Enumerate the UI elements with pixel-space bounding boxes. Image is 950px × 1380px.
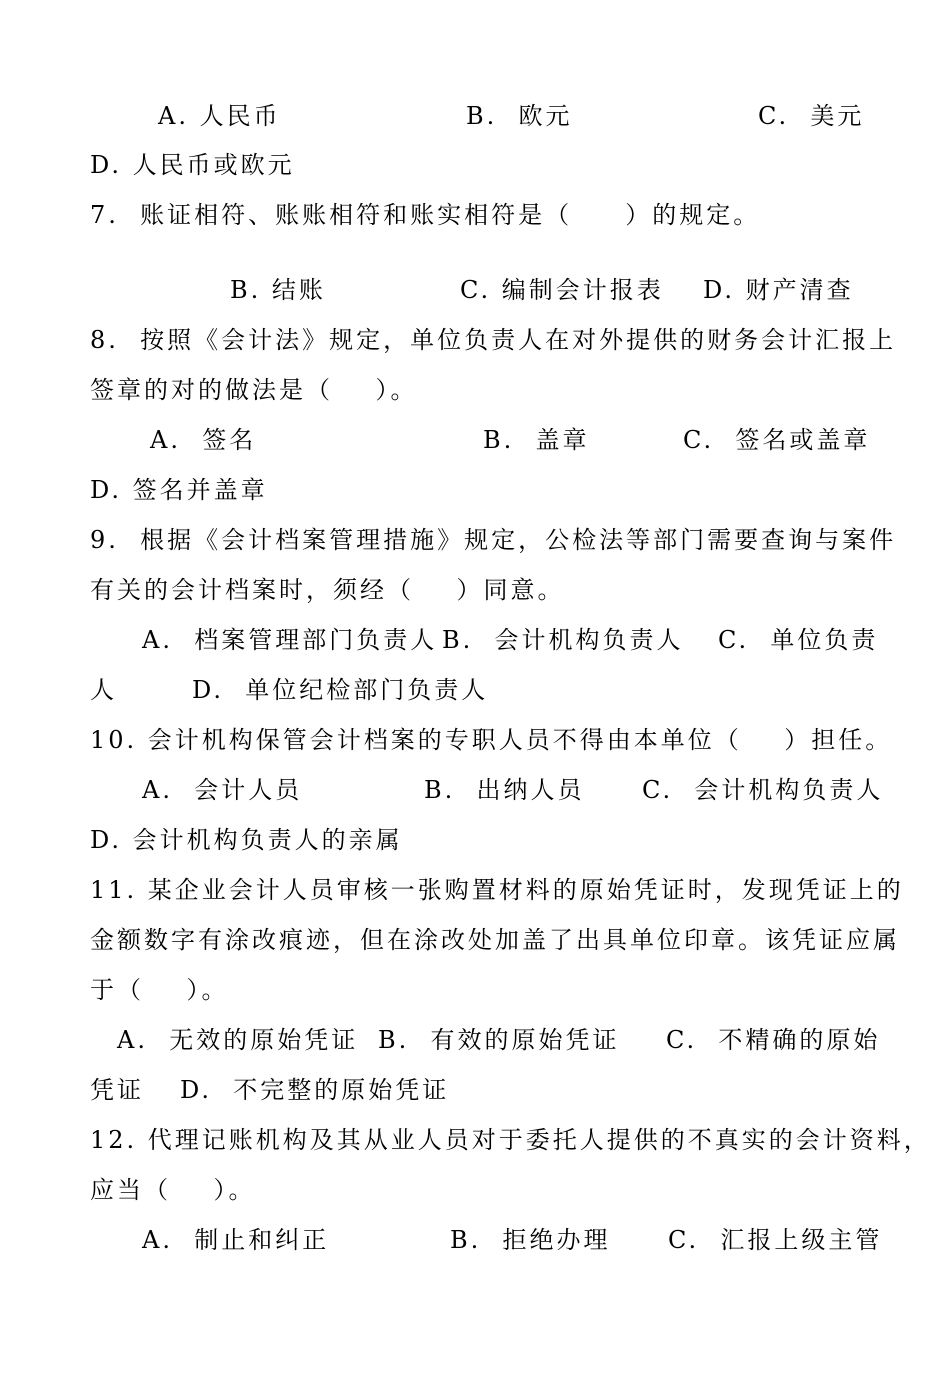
- q11-stem-line-2: [0, 920, 950, 960]
- q7-stem: 7. 账证相符、账账相符和账实相符是（ ）的规定。: [90, 201, 761, 229]
- q8-option-a: A. 签名: [150, 426, 257, 454]
- q6-option-a: A. 人民币: [158, 102, 281, 130]
- q12-stem-line-1: [0, 1120, 950, 1160]
- q11-stem-1: 11. 某企业会计人员审核一张购置材料的原始凭证时，发现凭证上的: [90, 876, 904, 904]
- q10-options-row-2: [0, 820, 950, 860]
- q8-option-b: B. 盖章: [483, 426, 590, 454]
- q7-option-d: D. 财产清查: [703, 276, 854, 304]
- q11-options-row-1: [0, 1020, 950, 1060]
- q9-stem-line-2: [0, 570, 950, 610]
- q12-option-a: A. 制止和纠正: [142, 1226, 330, 1254]
- q9-option-d: D. 单位纪检部门负责人: [192, 676, 489, 704]
- q11-stem-line-1: [0, 870, 950, 910]
- q10-option-b: B. 出纳人员: [424, 776, 585, 804]
- q11-options-row-2: [0, 1070, 950, 1110]
- q11-option-c-continued: 凭证: [90, 1076, 144, 1104]
- q11-option-b: B. 有效的原始凭证: [378, 1026, 620, 1054]
- q10-option-d: D. 会计机构负责人的亲属: [90, 826, 403, 854]
- q12-stem-2: 应当（ ）。: [90, 1176, 256, 1204]
- q9-stem-2: 有关的会计档案时，须经（ ）同意。: [90, 576, 565, 604]
- q8-stem-line-1: [0, 320, 950, 360]
- q11-option-a: A. 无效的原始凭证: [117, 1026, 359, 1054]
- q11-stem-line-3: [0, 970, 950, 1010]
- q9-options-row-2: [0, 670, 950, 710]
- q8-options-row-2: [0, 470, 950, 510]
- q7-option-c: C. 编制会计报表: [460, 276, 664, 304]
- q6-option-d: D. 人民币或欧元: [90, 151, 295, 179]
- q12-options-row-1: [0, 1220, 950, 1260]
- q10-stem-line-1: [0, 720, 950, 760]
- q8-options-row-1: [0, 420, 950, 460]
- q6-options-row-1: [0, 96, 950, 136]
- q12-option-b: B. 拒绝办理: [450, 1226, 611, 1254]
- q9-option-b: B. 会计机构负责人: [442, 626, 684, 654]
- q12-option-c: C. 汇报上级主管: [668, 1226, 883, 1254]
- q7-stem-line-1: [0, 195, 950, 235]
- q9-stem-1: 9. 根据《会计档案管理措施》规定，公检法等部门需要查询与案件: [90, 526, 897, 554]
- q9-option-a: A. 档案管理部门负责人: [142, 626, 438, 654]
- q12-stem-1: 12. 代理记账机构及其从业人员对于委托人提供的不真实的会计资料，: [90, 1126, 931, 1154]
- q8-stem-1: 8. 按照《会计法》规定，单位负责人在对外提供的财务会计汇报上: [90, 326, 897, 354]
- q10-option-a: A. 会计人员: [142, 776, 303, 804]
- q6-options-row-2: [0, 145, 950, 185]
- q8-stem-2: 签章的对的做法是（ ）。: [90, 376, 418, 404]
- q11-option-c: C. 不精确的原始: [666, 1026, 881, 1054]
- q9-stem-line-1: [0, 520, 950, 560]
- q9-option-c-continued: 人: [90, 676, 117, 704]
- q12-stem-line-2: [0, 1170, 950, 1210]
- q8-option-c: C. 签名或盖章: [683, 426, 871, 454]
- q11-option-d: D. 不完整的原始凭证: [180, 1076, 450, 1104]
- q10-option-c: C. 会计机构负责人: [642, 776, 884, 804]
- q7-option-b: B. 结账: [230, 276, 326, 304]
- q6-option-c: C. 美元: [758, 102, 865, 130]
- q11-stem-3: 于（ ）。: [90, 976, 229, 1004]
- q11-stem-2: 金额数字有涂改痕迹，但在涂改处加盖了出具单位印章。该凭证应属: [90, 926, 900, 954]
- q10-stem: 10. 会计机构保管会计档案的专职人员不得由本单位（ ）担任。: [90, 726, 893, 754]
- q6-option-b: B. 欧元: [466, 102, 573, 130]
- q9-option-c: C. 单位负责: [718, 626, 879, 654]
- q8-option-d: D. 签名并盖章: [90, 476, 268, 504]
- q7-options-row-1: [0, 270, 950, 310]
- q10-options-row-1: [0, 770, 950, 810]
- q9-options-row-1: [0, 620, 950, 660]
- q8-stem-line-2: [0, 370, 950, 410]
